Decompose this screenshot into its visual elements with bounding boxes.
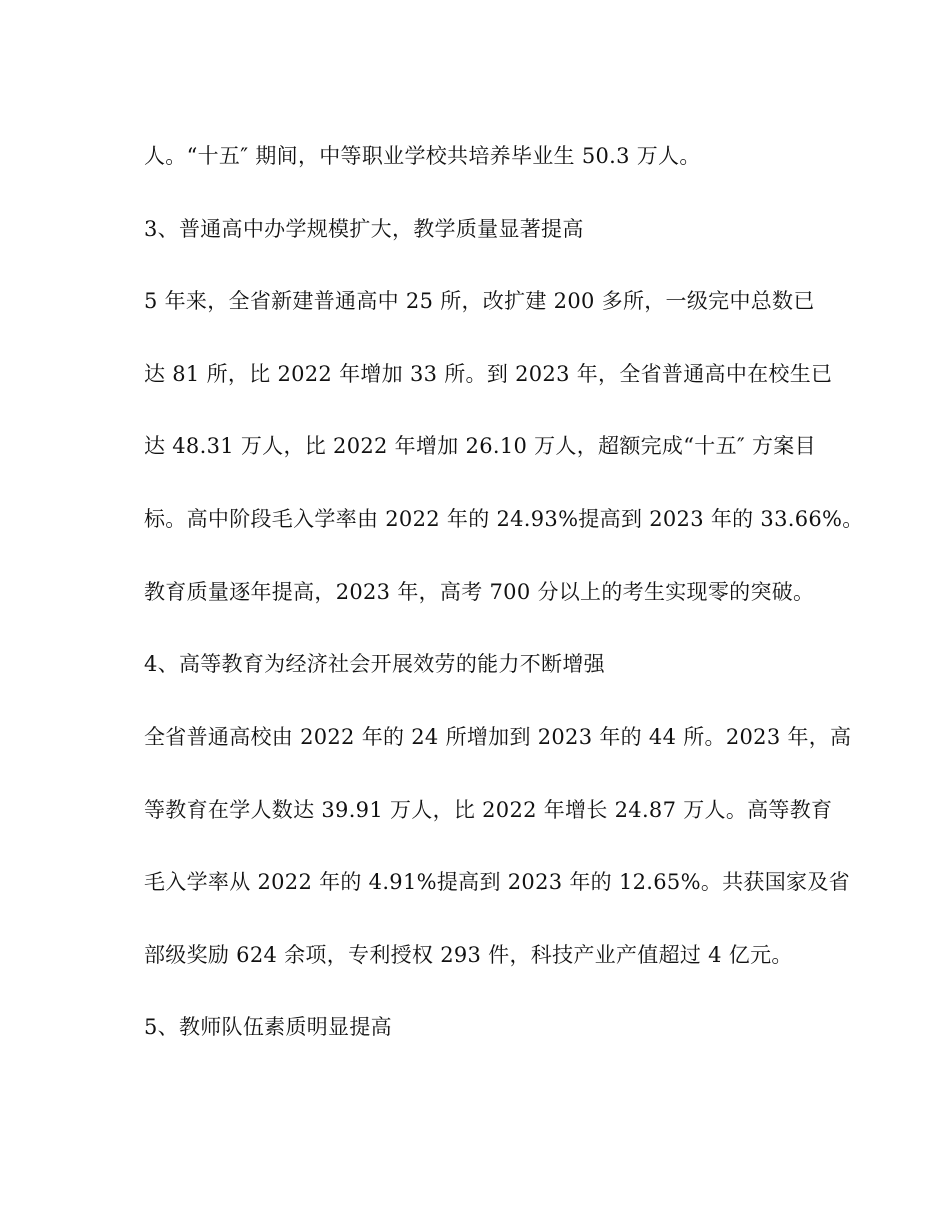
text-line-continuation: 人。“十五″ 期间，中等职业学校共培养毕业生 50.3 万人。 <box>144 144 701 168</box>
paragraph-line: 部级奖励 624 余项，专利授权 293 件，科技产业产值超过 4 亿元。 <box>144 943 793 967</box>
paragraph-line: 全省普通高校由 2022 年的 24 所增加到 2023 年的 44 所。2023 年，高 <box>144 725 852 749</box>
paragraph-line: 等教育在学人数达 39.91 万人，比 2022 年增长 24.87 万人。高等教育 <box>144 798 833 822</box>
paragraph-line: 达 81 所，比 2022 年增加 33 所。到 2023 年，全省普通高中在校生已 <box>144 362 833 386</box>
paragraph-line: 标。高中阶段毛入学率由 2022 年的 24.93%提高到 2023 年的 33.66%。 <box>144 507 864 531</box>
section-heading-4: 4、高等教育为经济社会开展效劳的能力不断增强 <box>144 652 605 676</box>
section-heading-5: 5、教师队伍素质明显提高 <box>144 1015 392 1039</box>
paragraph-line: 毛入学率从 2022 年的 4.91%提高到 2023 年的 12.65%。共获国家及省 <box>144 870 850 894</box>
paragraph-line: 教育质量逐年提高，2023 年，高考 700 分以上的考生实现零的突破。 <box>144 580 815 604</box>
section-heading-3: 3、普通高中办学规模扩大，教学质量显著提高 <box>144 217 584 241</box>
paragraph-line: 达 48.31 万人，比 2022 年增加 26.10 万人，超额完成“十五″ 方案目 <box>144 434 816 458</box>
paragraph-line: 5 年来，全省新建普通高中 25 所，改扩建 200 多所，一级完中总数已 <box>144 289 815 313</box>
